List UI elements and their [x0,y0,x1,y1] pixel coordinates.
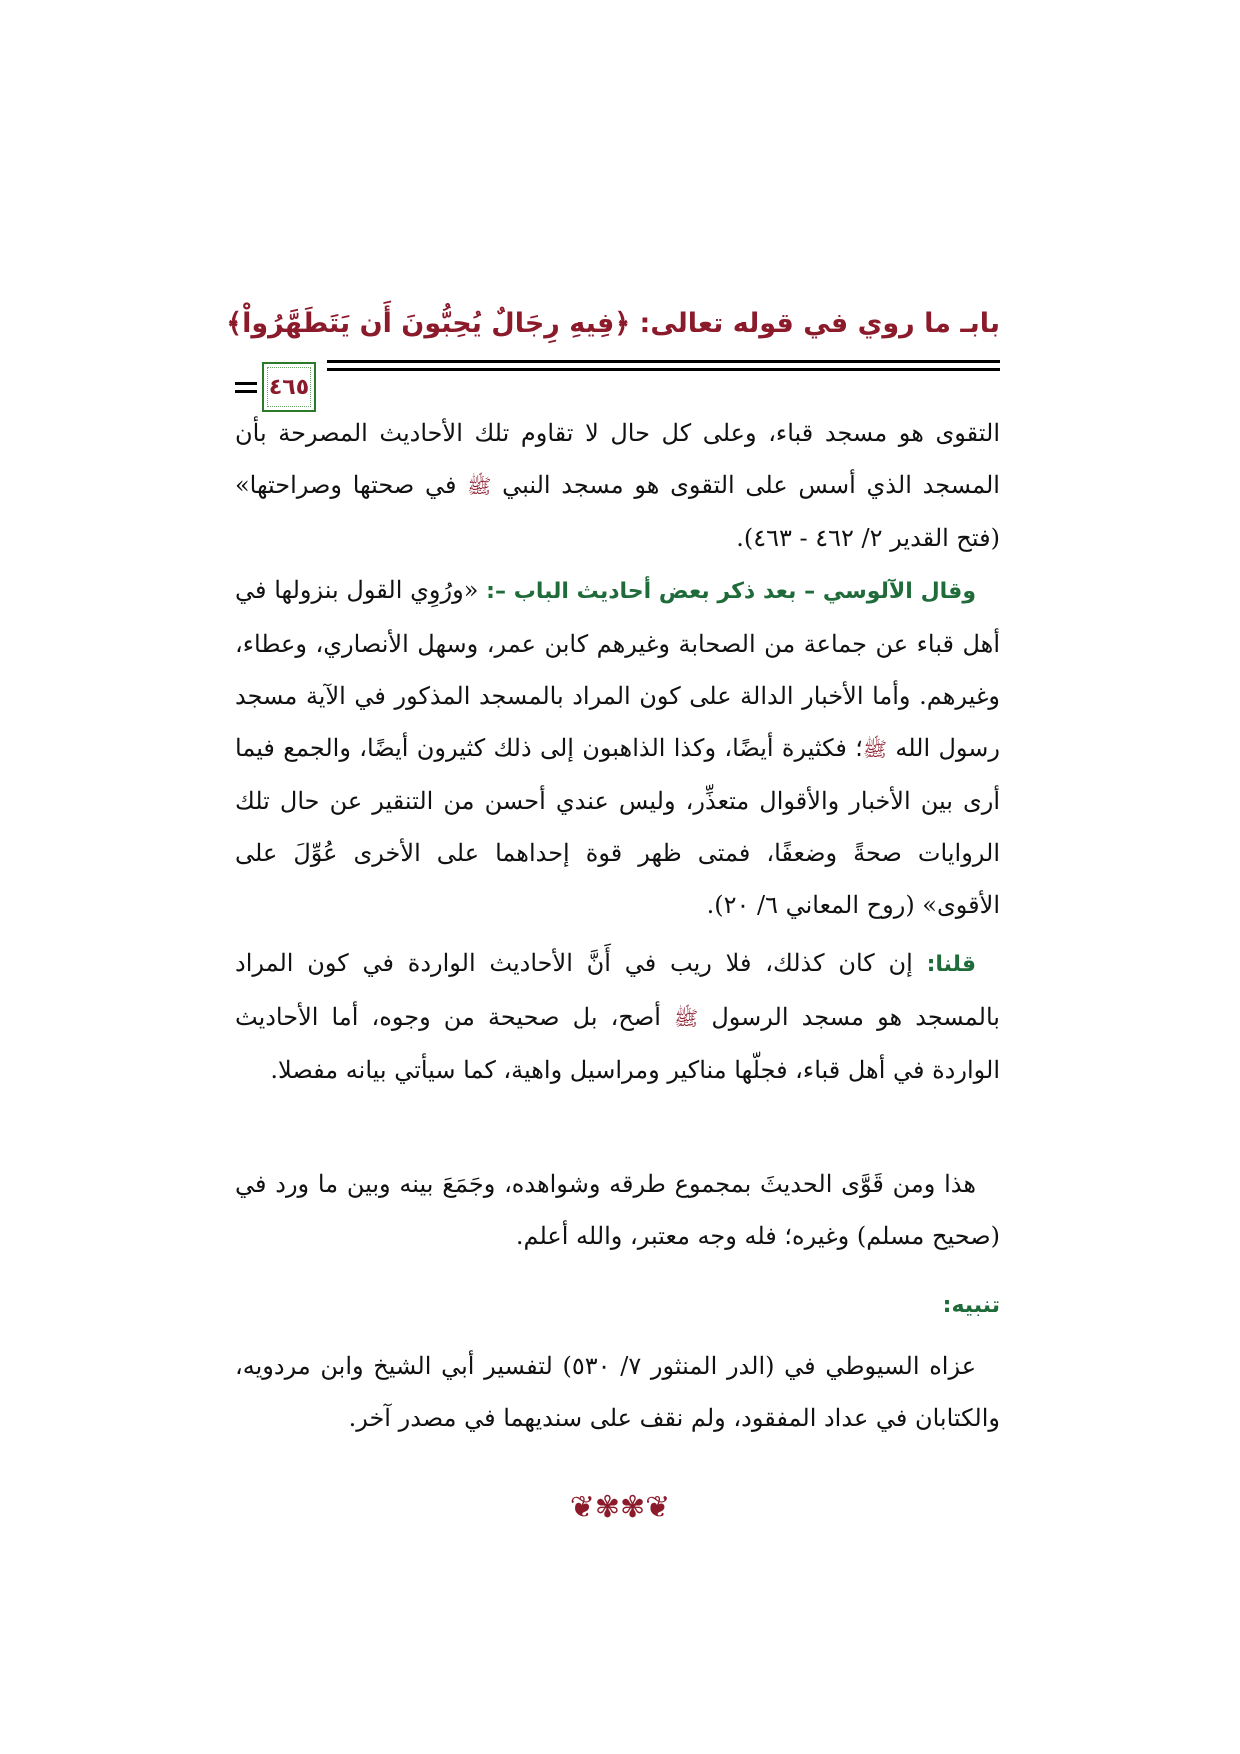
text: إن كان كذلك، فلا ريب في أَنَّ الأحاديث الواردة في كون المراد بالمسجد هو مسجد الرسول [235,949,1000,1031]
page-header [226,300,1000,400]
page-number: ٤٦٥ [262,362,316,412]
chapter-title: بابـ ما روي في قوله تعالى: ﴿فِيهِ رِجَالٌ يُحِبُّونَ أَن يَتَطَهَّرُواْ﴾ [226,308,1000,339]
ornament-divider: ❦✾✾❦ [569,1490,671,1525]
salutation-icon: ﷺ [674,1006,699,1030]
text: في صحتها وصراحتها» (فتح القدير ٢/ ٤٦٢ - ٤٦٣). [235,471,1000,552]
paragraph-3 [235,937,1000,1096]
note-heading: تنبيه: [942,1293,1000,1318]
paragraph-4 [235,1158,1000,1262]
salutation-icon: ﷺ [467,474,492,498]
text: أصح، بل صحيحة من وجوه، أما الأحاديث الواردة في أهل قباء، فجلّها مناكير ومراسيل واهية، كما سيأتي بيانه مفصلا. [235,1003,1000,1084]
note [235,1278,1000,1332]
text: التقوى هو مسجد قباء، وعلى كل حال لا تقاوم تلك الأحاديث المصرحة بأن المسجد الذي أسس على التقوى هو مسجد النبي [235,419,1000,499]
qulna-heading: قلنا: [926,952,976,977]
alusi-heading: وقال الآلوسي – بعد ذكر بعض أحاديث الباب –: [486,579,976,604]
header-rule [327,360,1000,363]
text: «ورُوِي القول بنزولها في أهل قباء عن جماعة من الصحابة وغيرهم كابن عمر، وسهل الأنصاري، وعطاء، وغيرهم. وأما الأخبار الدالة على كون المراد بالمسجد المذكور في الآية مسجد رسول الله [235,576,1000,762]
header-rule [235,382,257,385]
text: هذا ومن قَوَّى الحديثَ بمجموع طرقه وشواهده، وجَمَعَ بينه وبين ما ورد في (صحيح مسلم) وغيره؛ فله وجه معتبر، والله أعلم. [235,1170,1000,1250]
header-rule [327,368,1000,371]
paragraph-5 [235,1340,1000,1444]
salutation-icon: ﷺ [862,737,888,761]
header-rule [235,390,257,393]
text: عزاه السيوطي في (الدر المنثور ٧/ ٥٣٠) لتفسير أبي الشيخ وابن مردويه، والكتابان في عداد المفقود، ولم نقف على سنديهما في مصدر آخر. [235,1352,1000,1432]
paragraph-1 [235,407,1000,564]
text: ؛ فكثيرة أيضًا، وكذا الذاهبون إلى ذلك كثيرون أيضًا، والجمع فيما أرى بين الأخبار والأقوال متعذِّر، وليس عندي أحسن من التنقير عن حال تلك الروايات صحةً وضعفًا، فمتى ظهر قوة إحداهما على الأخرى عُوِّلَ على الأقوى» (روح المعاني ٦/ ٢٠). [235,734,1001,919]
paragraph-2 [235,564,1000,931]
